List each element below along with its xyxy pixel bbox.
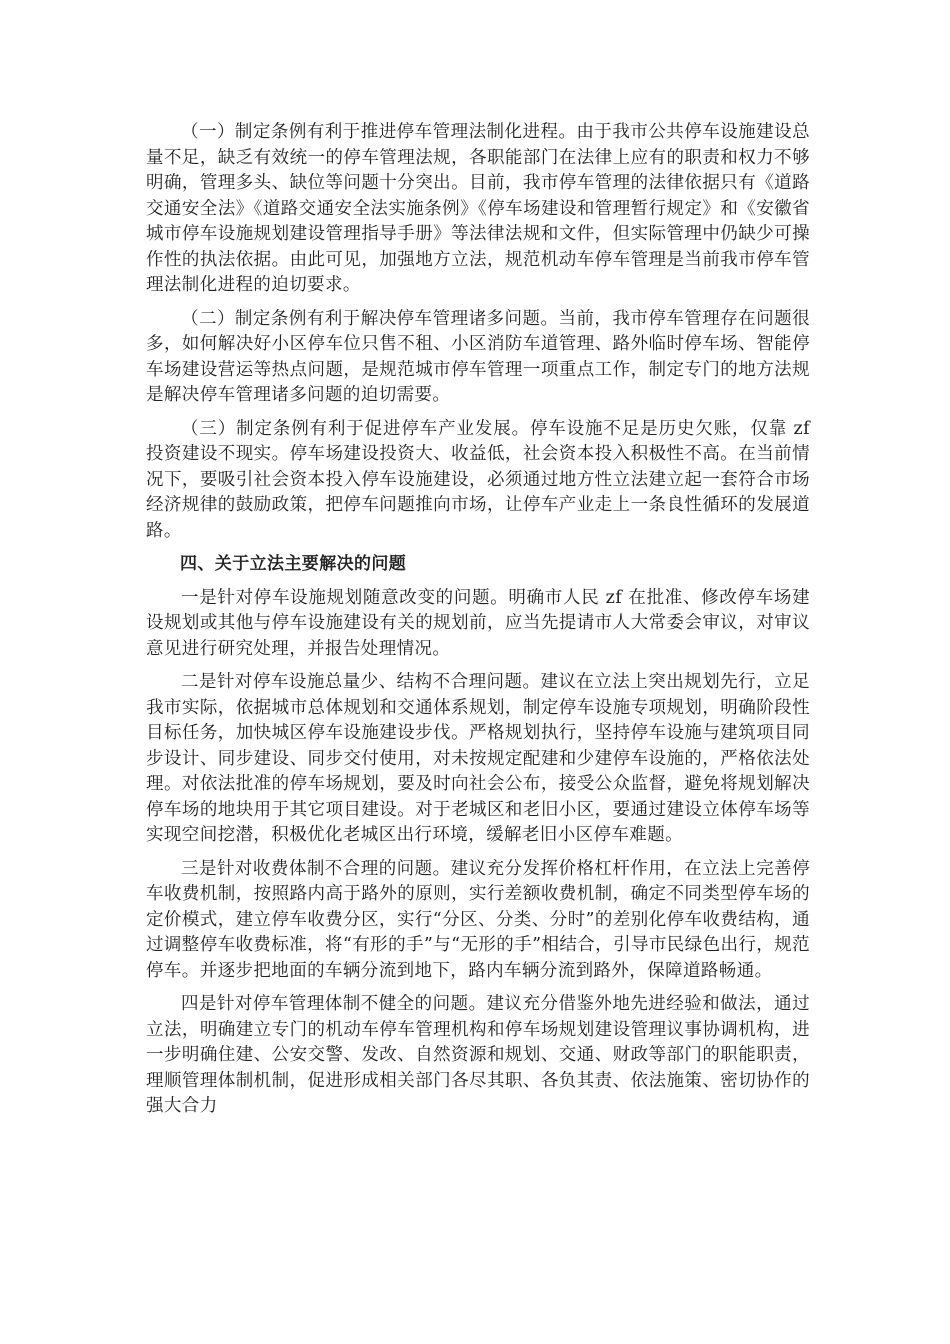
section-paragraph-2: 二是针对停车设施总量少、结构不合理问题。建议在立法上突出规划先行，立足我市实际，依据城市总体规划和交通体系规划，制定停车设施专项规划，明确阶段性目标任务，加快城区停车设施建设步伐。严格规划执行，坚持停车设施与建筑项目同步设计、同步建设、同步交付使用，对未按规定配建和少建停车设施的，严格依法处理。对依法批准的停车场规划，要及时向社会公布，接受公众监督，避免将规划解决停车场的地块用于其它项目建设。对于老城区和老旧小区，要通过建设立体停车场等实现空间挖潜，积极优化老城区出行环境，缓解老旧小区停车难题。: [146, 672, 810, 845]
paragraph-2: （二）制定条例有利于解决停车管理诸多问题。当前，我市停车管理存在问题很多，如何解决好小区停车位只售不租、小区消防车道管理、路外临时停车场、智能停车场建设营运等热点问题，是规范城市停车管理一项重点工作，制定专门的地方法规是解决停车管理诸多问题的迫切需要。: [146, 308, 810, 405]
section-paragraph-3: 三是针对收费体制不合理的问题。建议充分发挥价格杠杆作用，在立法上完善停车收费机制，按照路内高于路外的原则，实行差额收费机制，确定不同类型停车场的定价模式，建立停车收费分区，实行“分区、分类、分时”的差别化停车收费结构，通过调整停车收费标准，将“有形的手”与“无形的手”相结合，引导市民绿色出行，规范停车。并逐步把地面的车辆分流到地下，路内车辆分流到路外，保障道路畅通。: [146, 858, 810, 981]
section-heading: 四、关于立法主要解决的问题: [180, 554, 407, 574]
paragraph-1: （一）制定条例有利于推进停车管理法制化进程。由于我市公共停车设施建设总量不足，缺乏有效统一的停车管理法规，各职能部门在法律上应有的职责和权力不够明确，管理多头、缺位等问题十分突出。目前，我市停车管理的法律依据只有《道路交通安全法》《道路交通安全法实施条例》《停车场建设和管理暂行规定》和《安徽省城市停车设施规划建设管理指导手册》等法律法规和文件，但实际管理中仍缺少可操作性的执法依据。由此可见，加强地方立法，规范机动车停车管理是当前我市停车管理法制化进程的迫切要求。: [146, 122, 810, 295]
section-paragraph-4: 四是针对停车管理体制不健全的问题。建议充分借鉴外地先进经验和做法，通过立法，明确建立专门的机动车停车管理机构和停车场规划建设管理议事协调机构，进一步明确住建、公安交警、发改、自然资源和规划、交通、财政等部门的职能职责，理顺管理体制机制，促进形成相关部门各尽其职、各负其责、依法施策、密切协作的强大合力: [146, 994, 810, 1116]
document-page: [146, 120, 810, 1128]
section-paragraph-1: 一是针对停车设施规划随意改变的问题。明确市人民 zf 在批准、修改停车场建设规划或其他与停车设施建设有关的规划前，应当先提请市人大常委会审议，对审议意见进行研究处理，并报告处理情况。: [146, 587, 810, 659]
paragraph-3: （三）制定条例有利于促进停车产业发展。停车设施不足是历史欠账，仅靠 zf 投资建设不现实。停车场建设投资大、收益低，社会资本投入积极性不高。在当前情况下，要吸引社会资本投入停车设施建设，必须通过地方性立法建立起一套符合市场经济规律的鼓励政策，把停车问题推向市场，让停车产业走上一条良性循环的发展道路。: [146, 418, 810, 541]
